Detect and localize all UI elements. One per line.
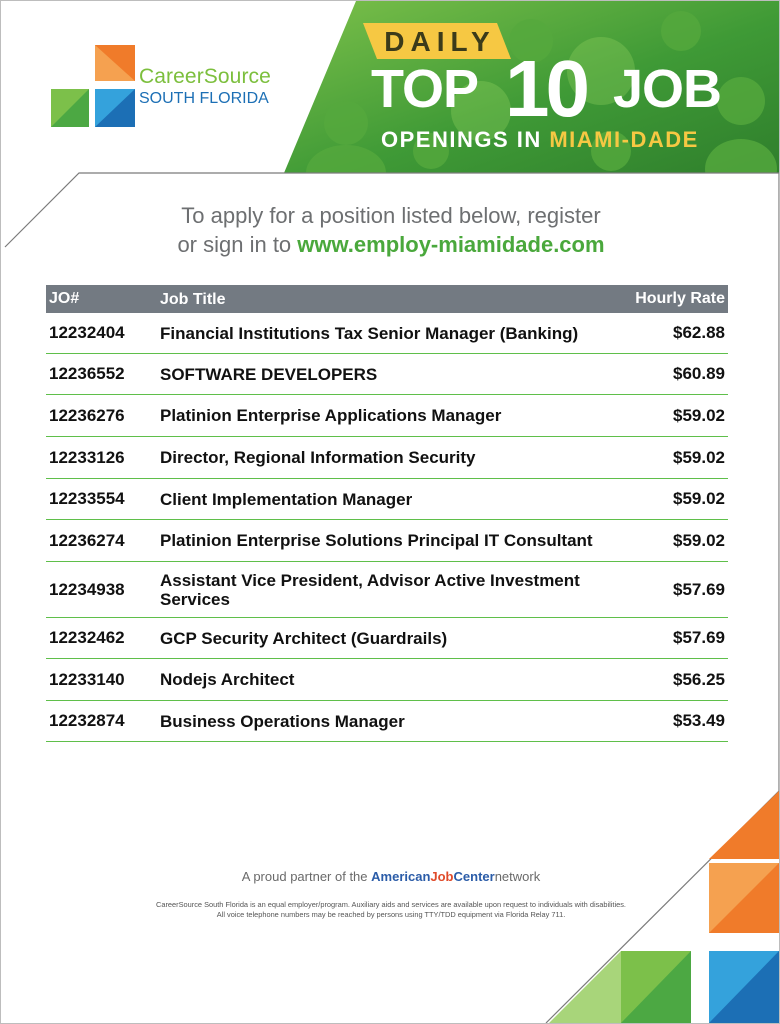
partner-prefix: A proud partner of the	[241, 869, 372, 884]
header-hourly-rate: Hourly Rate	[635, 290, 725, 307]
ajc-job: Job	[430, 869, 454, 884]
logo-wordmark: CareerSource	[139, 65, 271, 88]
logo-region: SOUTH FLORIDA	[139, 90, 269, 107]
apply-instructions-line1: To apply for a position listed below, register	[181, 203, 601, 228]
job-order-number: 12236276	[49, 405, 125, 425]
fine-print-line1: CareerSource South Florida is an equal employer/program. Auxiliary aids and services are available upon request to individuals with disabilities.	[156, 900, 626, 909]
job-title: Platinion Enterprise Solutions Principal IT Consultant	[160, 531, 593, 550]
job-title: Director, Regional Information Security	[160, 448, 476, 467]
job-order-number: 12232404	[49, 323, 125, 342]
table-row	[46, 395, 728, 437]
hourly-rate: $59.02	[673, 405, 725, 425]
table-row	[46, 701, 728, 742]
job-title: Client Implementation Manager	[160, 489, 413, 509]
banner-openings-place: MIAMI-DADE	[549, 127, 699, 152]
ajc-american: American	[371, 869, 431, 884]
hourly-rate: $53.49	[673, 711, 725, 730]
banner-job: JOB	[613, 59, 722, 119]
table-row	[46, 659, 728, 701]
job-title: Platinion Enterprise Applications Manager	[160, 406, 502, 425]
job-title: Financial Institutions Tax Senior Manager (Banking)	[160, 323, 579, 343]
table-body	[46, 313, 728, 742]
fine-print-line2: All voice telephone numbers may be reached by persons using TTY/TDD equipment via Florida Relay 711.	[216, 910, 566, 919]
table-header	[46, 285, 728, 313]
table-row	[46, 562, 728, 618]
hourly-rate: $56.25	[673, 669, 725, 689]
apply-instructions-prefix: or sign in to	[177, 232, 298, 257]
table-row	[46, 354, 728, 395]
table-row	[46, 618, 728, 659]
hourly-rate: $60.89	[673, 364, 725, 383]
job-order-number: 12232462	[49, 628, 125, 647]
ajc-network: network	[494, 869, 541, 884]
job-order-number: 12233554	[49, 489, 125, 508]
job-title: SOFTWARE DEVELOPERS	[160, 364, 378, 384]
employ-miamidade-link[interactable]: www.employ-miamidade.com	[297, 232, 605, 257]
header-jo: JO#	[49, 290, 80, 307]
job-order-number: 12233140	[49, 669, 125, 689]
job-title: Business Operations Manager	[160, 711, 405, 731]
job-openings-table	[46, 285, 728, 742]
hourly-rate: $59.02	[673, 447, 725, 467]
banner-top: TOP	[371, 59, 479, 119]
job-order-number: 12232874	[49, 711, 125, 730]
apply-instructions	[1, 201, 780, 259]
job-order-number: 12233126	[49, 447, 125, 467]
banner-number: 10	[505, 44, 586, 133]
equal-opportunity-notice	[1, 900, 780, 920]
job-title: GCP Security Architect (Guardrails)	[160, 628, 448, 648]
table-row	[46, 520, 728, 562]
job-order-number: 12236274	[49, 530, 125, 550]
header-job-title: Job Title	[160, 290, 226, 308]
ajc-center: Center	[453, 869, 495, 884]
apply-instructions-line2	[1, 230, 780, 259]
hourly-rate: $59.02	[673, 530, 725, 550]
job-title: Assistant Vice President, Advisor Active Investment Services	[160, 570, 580, 609]
hourly-rate: $59.02	[673, 489, 725, 508]
banner-openings-prefix: OPENINGS IN	[381, 127, 550, 152]
job-order-number: 12234938	[49, 579, 125, 599]
table-row	[46, 437, 728, 479]
job-title: Nodejs Architect	[160, 670, 295, 689]
table-row	[46, 479, 728, 520]
hourly-rate: $62.88	[673, 323, 725, 342]
job-order-number: 12236552	[49, 364, 125, 383]
hourly-rate: $57.69	[673, 579, 725, 599]
banner-daily: DAILY	[384, 26, 496, 57]
hourly-rate: $57.69	[673, 628, 725, 647]
table-row	[46, 313, 728, 354]
partner-statement	[1, 869, 780, 884]
